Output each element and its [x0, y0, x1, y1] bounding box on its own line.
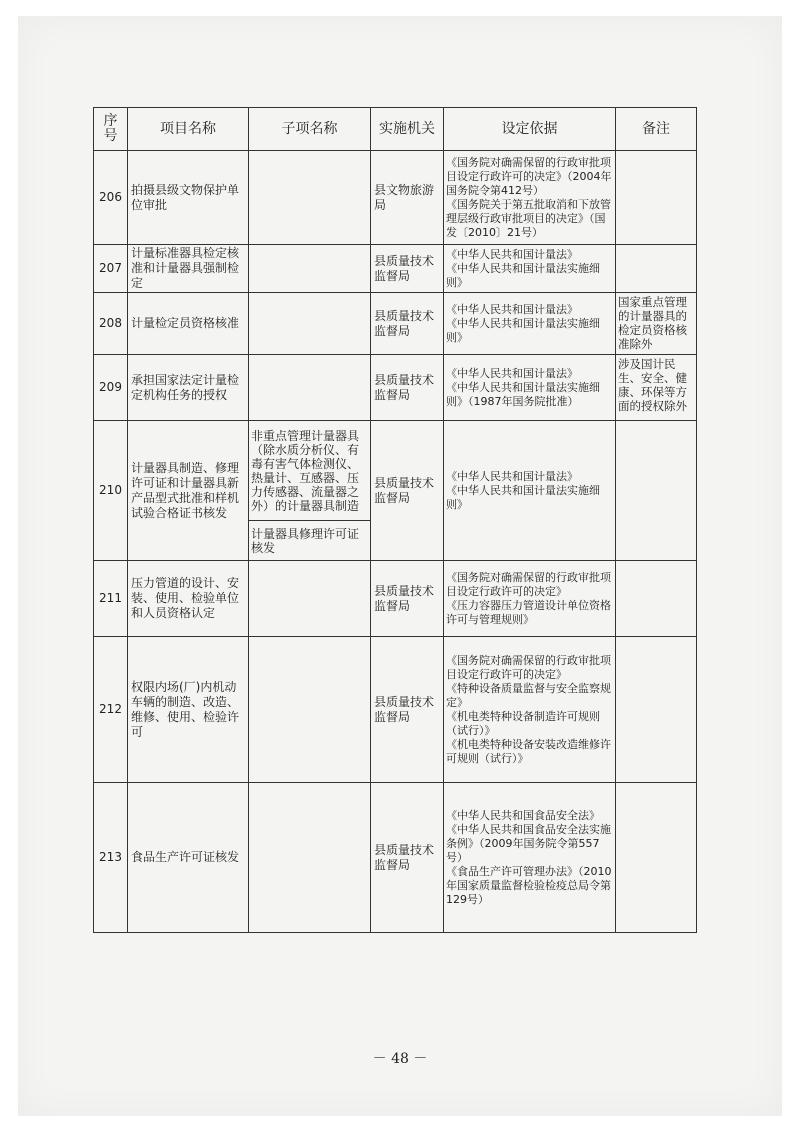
row-sub: 非重点管理计量器具（除水质分析仪、有毒有害气体检测仪、热量计、互感器、压力传感器、流量器之外）的计量器具制造 — [249, 421, 371, 521]
row-basis — [444, 421, 616, 561]
row-basis — [444, 245, 616, 293]
table-row — [94, 561, 697, 637]
basis-line: 《中华人民共和国计量法》 — [446, 366, 578, 380]
header-sub: 子项名称 — [249, 108, 371, 151]
row-basis — [444, 637, 616, 783]
row-remark — [616, 421, 697, 561]
table-row — [94, 783, 697, 933]
row-basis — [444, 783, 616, 933]
row-sub — [249, 637, 371, 783]
row-remark: 国家重点管理的计量器具的检定员资格核准除外 — [616, 293, 697, 355]
basis-line: 《中华人民共和国食品安全法实施条例》（2009年国务院令第557号） — [446, 822, 611, 864]
row-sub: 计量器具修理许可证核发 — [249, 521, 371, 561]
header-no: 序号 — [94, 108, 128, 151]
row-agency: 县质量技术监督局 — [371, 783, 444, 933]
basis-line: 《特种设备质量监督与安全监察规定》 — [446, 681, 611, 709]
row-remark — [616, 151, 697, 245]
row-sub — [249, 151, 371, 245]
row-no: 209 — [94, 355, 128, 421]
basis-line: 《压力容器压力管道设计单位资格许可与管理规则》 — [446, 598, 611, 626]
row-basis — [444, 293, 616, 355]
header-remark: 备注 — [616, 108, 697, 151]
header-row — [94, 108, 697, 151]
basis-line: 《机电类特种设备制造许可规则（试行）》 — [446, 709, 600, 737]
basis-line: 《中华人民共和国计量法实施细则》 — [446, 316, 600, 344]
row-no: 206 — [94, 151, 128, 245]
basis-line: 《中华人民共和国计量法实施细则》 — [446, 483, 600, 511]
table-row — [94, 637, 697, 783]
basis-line: 《中华人民共和国计量法实施细则》 — [446, 261, 600, 289]
row-agency: 县质量技术监督局 — [371, 421, 444, 561]
basis-line: 《国务院对确需保留的行政审批项目设定行政许可的决定》（2004年国务院令第412号） — [446, 155, 612, 197]
basis-line: 《国务院关于第五批取消和下放管理层级行政审批项目的决定》（国发〔2010〕21号） — [446, 197, 611, 239]
header-agency: 实施机关 — [371, 108, 444, 151]
row-no: 212 — [94, 637, 128, 783]
basis-line: 《中华人民共和国计量法》 — [446, 302, 578, 316]
row-agency: 县质量技术监督局 — [371, 245, 444, 293]
row-remark: 涉及国计民生、安全、健康、环保等方面的授权除外 — [616, 355, 697, 421]
row-name: 计量标准器具检定核准和计量器具强制检定 — [128, 245, 249, 293]
row-agency: 县质量技术监督局 — [371, 561, 444, 637]
basis-line: 《中华人民共和国食品安全法》 — [446, 808, 600, 822]
row-agency: 县质量技术监督局 — [371, 355, 444, 421]
row-basis — [444, 151, 616, 245]
row-remark — [616, 561, 697, 637]
row-name: 压力管道的设计、安装、使用、检验单位和人员资格认定 — [128, 561, 249, 637]
basis-line: 《国务院对确需保留的行政审批项目设定行政许可的决定》 — [446, 570, 611, 598]
row-no: 213 — [94, 783, 128, 933]
table-row — [94, 245, 697, 293]
row-name: 食品生产许可证核发 — [128, 783, 249, 933]
row-remark — [616, 637, 697, 783]
row-name: 计量器具制造、修理许可证和计量器具新产品型式批准和样机试验合格证书核发 — [128, 421, 249, 561]
basis-line: 《国务院对确需保留的行政审批项目设定行政许可的决定》 — [446, 653, 611, 681]
table-row — [94, 421, 697, 521]
row-remark — [616, 783, 697, 933]
approval-items-table — [93, 107, 697, 933]
row-no: 210 — [94, 421, 128, 561]
row-no: 211 — [94, 561, 128, 637]
row-no: 207 — [94, 245, 128, 293]
row-agency: 县质量技术监督局 — [371, 637, 444, 783]
table-row — [94, 151, 697, 245]
row-agency: 县质量技术监督局 — [371, 293, 444, 355]
table-row — [94, 355, 697, 421]
row-name: 拍摄县级文物保护单位审批 — [128, 151, 249, 245]
row-basis — [444, 355, 616, 421]
basis-line: 《食品生产许可管理办法》（2010年国家质量监督检验检疫总局令第129号） — [446, 864, 612, 906]
row-agency: 县文物旅游局 — [371, 151, 444, 245]
row-name: 权限内场(厂)内机动车辆的制造、改造、维修、使用、检验许可 — [128, 637, 249, 783]
basis-line: 《中华人民共和国计量法》 — [446, 469, 578, 483]
header-name: 项目名称 — [128, 108, 249, 151]
basis-line: 《中华人民共和国计量法实施细则》（1987年国务院批准） — [446, 380, 600, 408]
row-name: 承担国家法定计量检定机构任务的授权 — [128, 355, 249, 421]
basis-line: 《中华人民共和国计量法》 — [446, 247, 578, 261]
row-sub — [249, 355, 371, 421]
header-basis: 设定依据 — [444, 108, 616, 151]
page-number: － 48 － — [372, 1051, 428, 1067]
row-sub — [249, 245, 371, 293]
row-name: 计量检定员资格核准 — [128, 293, 249, 355]
row-remark — [616, 245, 697, 293]
row-no: 208 — [94, 293, 128, 355]
row-sub — [249, 293, 371, 355]
table-row — [94, 293, 697, 355]
row-basis — [444, 561, 616, 637]
basis-line: 《机电类特种设备安装改造维修许可规则（试行）》 — [446, 737, 611, 765]
row-sub — [249, 561, 371, 637]
row-sub — [249, 783, 371, 933]
